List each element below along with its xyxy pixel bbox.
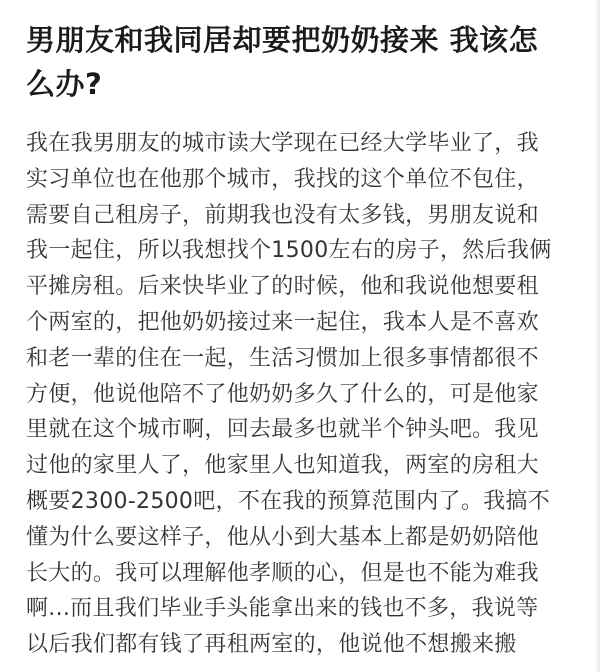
post-body-line: 过他的家里人了，他家里人也知道我，两室的房租大 [26,453,539,479]
post-body [26,126,580,663]
post-body-line: 和老一辈的住在一起，生活习惯加上很多事情都很不 [26,345,539,371]
post-body-line: 我一起住，所以我想找个1500左右的房子，然后我俩 [26,238,552,264]
post-body-line: 概要2300-2500吧，不在我的预算范围内了。我搞不 [26,488,551,514]
post-body-line: 个两室的，把他奶奶接过来一起住，我本人是不喜欢 [26,309,539,335]
post-body-line: 懂为什么要这样子，他从小到大基本上都是奶奶陪他 [26,524,539,550]
post-body-line: 里就在这个城市啊，回去最多也就半个钟头吧。我见 [26,417,539,443]
post-title-line: 男朋友和我同居却要把奶奶接来 我该怎 [26,23,539,57]
post-body-line: 需要自己租房子，前期我也没有太多钱，男朋友说和 [26,202,539,228]
post-body-line: 长大的。我可以理解他孝顺的心，但是也不能为难我 [26,560,539,586]
page-edge-shadow [594,0,600,672]
post-title [26,18,580,106]
post-title-line: 么办? [26,67,103,101]
post-body-line: 我在我男朋友的城市读大学现在已经大学毕业了，我 [26,131,539,156]
post-body-line: 啊...而且我们毕业手头能拿出来的钱也不多，我说等 [26,596,539,622]
post-body-line: 实习单位也在他那个城市，我找的这个单位不包住， [26,166,539,192]
post-body-line: 方便，他说他陪不了他奶奶多久了什么的，可是他家 [26,381,539,407]
post-body-line: 以后我们都有钱了再租两室的，他说他不想搬来搬 [26,632,517,658]
post-body-line: 平摊房租。后来快毕业了的时候，他和我说他想要租 [26,274,539,300]
